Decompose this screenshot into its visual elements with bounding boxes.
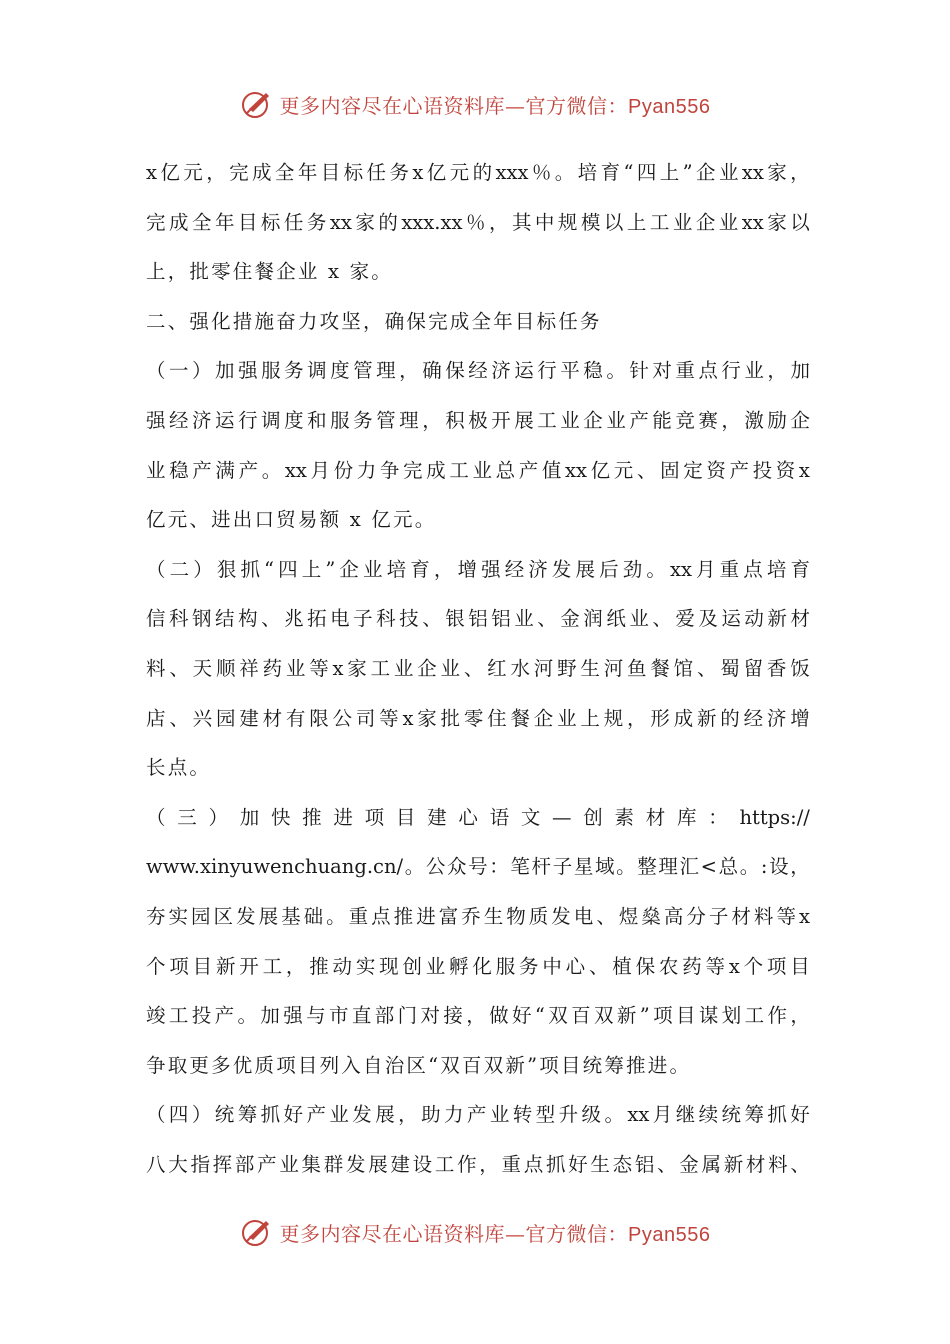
text-line: （ 一 ） 加 强 服 务 调 度 管 理 ， 确 保 经 济 运 行 平 稳 。 针 对 重 点 行 业 ， 加 bbox=[146, 359, 810, 383]
text-line: 强 经 济 运 行 调 度 和 服 务 管 理 ， 积 极 开 展 工 业 企 业 产 能 竞 赛 ， 激 励 企 bbox=[146, 408, 810, 432]
watermark-text bbox=[280, 90, 711, 119]
text-line: www.xinyuwenchuang.cn/ 。 公 众 号 ： 笔 杆 子 星 域 。 整 理 汇 < 总 。 : 设 ， bbox=[146, 855, 810, 879]
text-line: 二、强化措施奋力攻坚，确保完成全年目标任务 bbox=[146, 309, 602, 333]
text-line: 业 稳 产 满 产 。 xx 月 份 力 争 完 成 工 业 总 产 值 xx 亿 元 、 固 定 资 产 投 资 x bbox=[146, 458, 810, 482]
text-line: 八 大 指 挥 部 产 业 集 群 发 展 建 设 工 作 ， 重 点 抓 好 生 态 铝 、 金 属 新 材 料 、 bbox=[146, 1152, 810, 1176]
header-watermark-banner bbox=[0, 84, 950, 124]
quill-logo-icon bbox=[240, 87, 274, 121]
text-line: 争取更多优质项目列入自治区“双百双新”项目统筹推进。 bbox=[146, 1053, 692, 1077]
watermark-handle: Pyan556 bbox=[628, 1223, 711, 1246]
text-line: （ 二 ） 狠 抓 “ 四 上 ” 企 业 培 育 ， 增 强 经 济 发 展 后 劲 。 xx 月 重 点 培 育 bbox=[146, 557, 810, 581]
watermark-handle: Pyan556 bbox=[628, 95, 711, 118]
text-line: 信 科 钢 结 构 、 兆 拓 电 子 科 技 、 银 铝 铝 业 、 金 润 纸 业 、 爱 及 运 动 新 材 bbox=[146, 607, 810, 631]
text-line: （ 四 ） 统 筹 抓 好 产 业 发 展 ， 助 力 产 业 转 型 升 级 。 xx 月 继 续 统 筹 抓 好 bbox=[146, 1103, 810, 1127]
document-body bbox=[146, 148, 810, 1189]
text-line: 料 、 天 顺 祥 药 业 等 x 家 工 业 企 业 、 红 水 河 野 生 河 鱼 餐 馆 、 蜀 留 香 饭 bbox=[146, 656, 810, 680]
text-line: （ 三 ） 加 快 推 进 项 目 建 心 语 文 — 创 素 材 库 ： https:// bbox=[146, 805, 810, 829]
watermark-label: 更多内容尽在心语资料库—官方微信： bbox=[279, 93, 629, 118]
watermark-text bbox=[280, 1218, 711, 1247]
text-line: 个 项 目 新 开 工 ， 推 动 实 现 创 业 孵 化 服 务 中 心 、 植 保 农 药 等 x 个 项 目 bbox=[146, 954, 810, 978]
text-line: 夯 实 园 区 发 展 基 础 。 重 点 推 进 富 乔 生 物 质 发 电 、 煜 燊 高 分 子 材 料 等 x bbox=[146, 904, 810, 928]
text-line: 亿元、进出口贸易额 x 亿元。 bbox=[146, 508, 437, 532]
text-line: 长点。 bbox=[146, 756, 212, 780]
footer-watermark-banner bbox=[0, 1212, 950, 1252]
text-line: 上，批零住餐企业 x 家。 bbox=[146, 260, 393, 284]
text-line: 店 、 兴 园 建 材 有 限 公 司 等 x 家 批 零 住 餐 企 业 上 规 ， 形 成 新 的 经 济 增 bbox=[146, 706, 810, 730]
text-line: 完 成 全 年 目 标 任 务 xx 家 的 xxx.xx ％ ， 其 中 规 模 以 上 工 业 企 业 xx 家 以 bbox=[146, 210, 810, 234]
text-line: x 亿 元 ， 完 成 全 年 目 标 任 务 x 亿 元 的 xxx ％ 。 培 育 “ 四 上 ” 企 业 xx 家 ， bbox=[146, 161, 810, 184]
text-line: 竣 工 投 产 。 加 强 与 市 直 部 门 对 接 ， 做 好 “ 双 百 双 新 ” 项 目 谋 划 工 作 ， bbox=[146, 1004, 810, 1028]
watermark-label: 更多内容尽在心语资料库—官方微信： bbox=[279, 1221, 629, 1246]
quill-logo-icon bbox=[240, 1215, 274, 1249]
